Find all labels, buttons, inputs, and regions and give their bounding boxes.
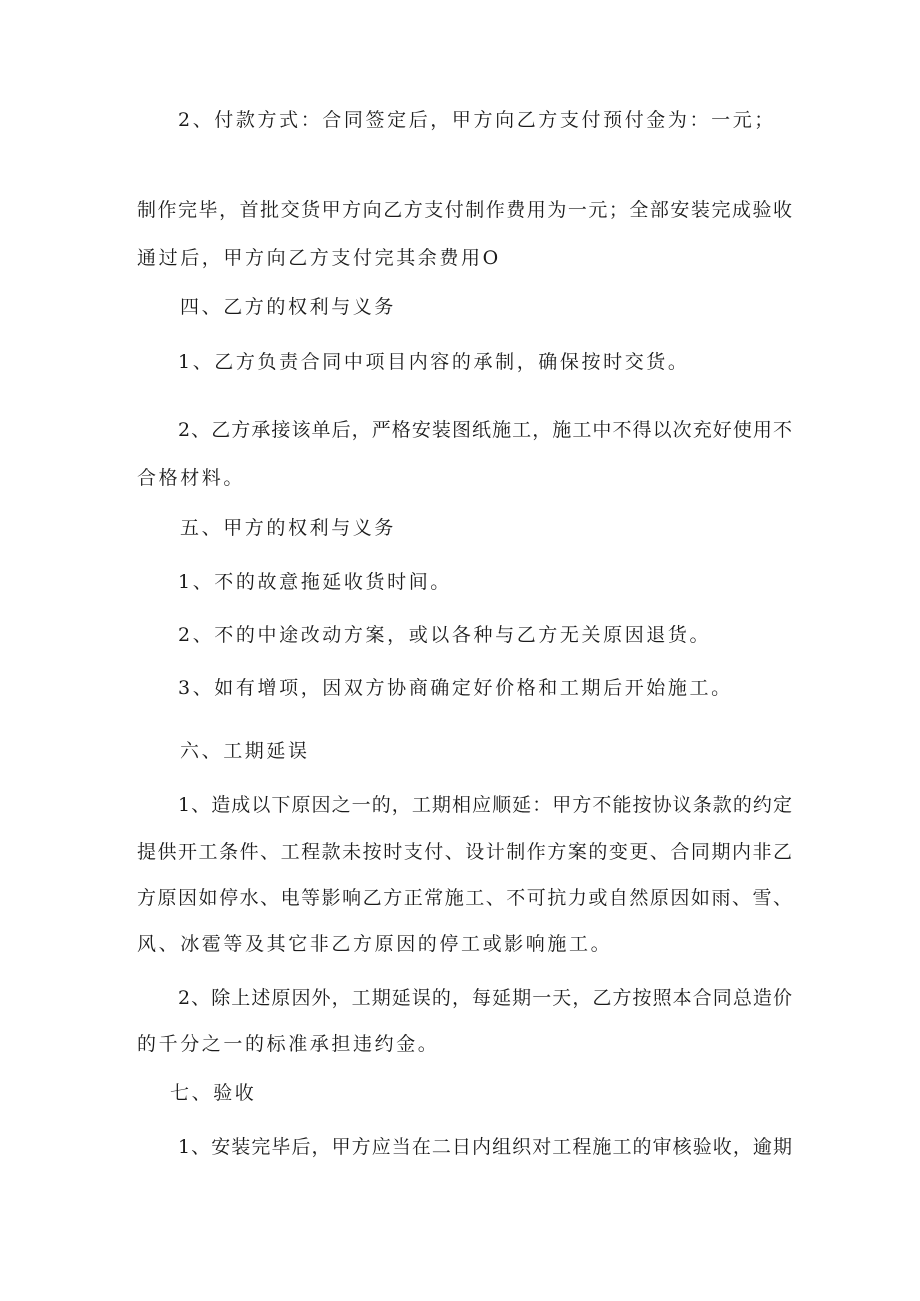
clause-a-1: 1、不的故意拖延收货时间。: [178, 571, 452, 593]
clause-delay-1-cont-2: 方原因如停水、电等影响乙方正常施工、不可抗力或自然原因如雨、雪、: [137, 887, 792, 909]
payment-detail-line: 制作完毕，首批交货甲方向乙方支付制作费用为一元；全部安装完成验收: [137, 199, 792, 221]
clause-b-2: 2、乙方承接该单后，严格安装图纸施工，施工中不得以次充好使用不: [178, 419, 792, 441]
section-heading-party-a: 五、甲方的权利与义务: [180, 517, 397, 539]
clause-acceptance-1: 1、安装完毕后，甲方应当在二日内组织对工程施工的审核验收，逾期: [178, 1136, 792, 1158]
clause-b-2-end: 合格材料。: [137, 467, 246, 489]
section-heading-delay: 六、工期延误: [180, 740, 310, 762]
clause-a-3: 3、如有增项，因双方协商确定好价格和工期后开始施工。: [178, 677, 733, 699]
section-heading-acceptance: 七、验收: [170, 1082, 257, 1104]
section-heading-party-b: 四、乙方的权利与义务: [180, 296, 397, 318]
payment-method-line: 2、付款方式：合同签定后，甲方向乙方支付预付金为：一元；: [178, 109, 776, 131]
clause-delay-1-cont-1: 提供开工条件、工程款未按时支付、设计制作方案的变更、合同期内非乙: [137, 841, 792, 863]
payment-detail-line-end: 通过后，甲方向乙方支付完其余费用O: [137, 247, 501, 269]
clause-a-2: 2、不的中途改动方案，或以各种与乙方无关原因退货。: [178, 624, 712, 646]
clause-b-1: 1、乙方负责合同中项目内容的承制，确保按时交货。: [178, 351, 690, 373]
clause-delay-1-end: 风、冰雹等及其它非乙方原因的停工或影响施工。: [137, 933, 613, 955]
clause-delay-1: 1、造成以下原因之一的，工期相应顺延：甲方不能按协议条款的约定: [178, 794, 792, 816]
clause-delay-2: 2、除上述原因外，工期延误的，每延期一天，乙方按照本合同总造价: [178, 987, 792, 1009]
clause-delay-2-end: 的千分之一的标准承担违约金。: [137, 1033, 440, 1055]
